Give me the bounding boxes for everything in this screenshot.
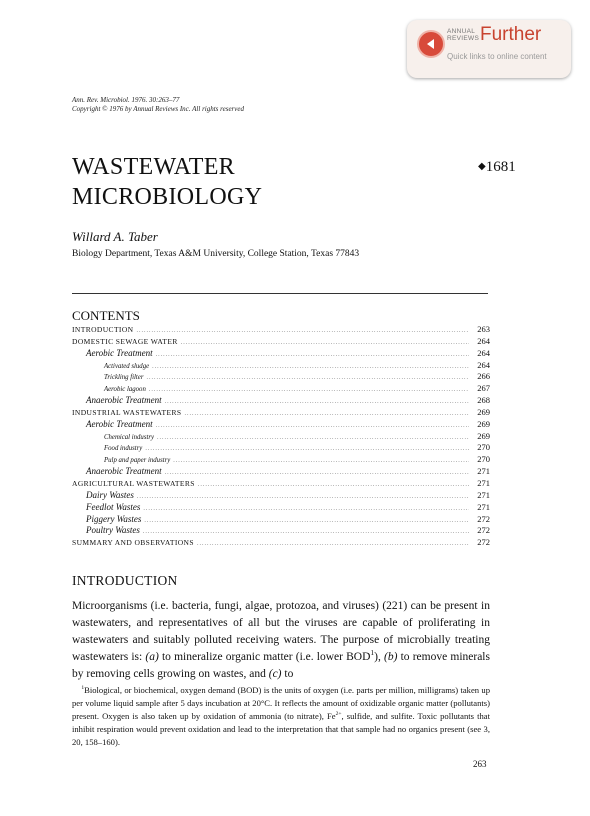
toc-entry-label: Food industry [104,445,143,453]
article-title: WASTEWATER MICROBIOLOGY [72,154,263,210]
toc-entry-page: 266 [477,371,490,382]
toc-entry[interactable] [72,490,490,502]
toc-entry-label: INTRODUCTION [72,325,134,334]
toc-entry-label: Feedlot Wastes [86,501,141,512]
toc-entry-page: 268 [477,395,490,406]
toc-entry-label: Trickling filter [104,374,144,382]
toc-entry-label: DOMESTIC SEWAGE WATER [72,336,178,346]
footnote-ref[interactable]: 1 [370,648,375,658]
toc-entry-page: 270 [477,442,490,453]
journal-citation: Ann. Rev. Microbiol. 1976. 30:263–77 [72,96,180,104]
toc-entry-page: 272 [477,537,490,548]
toc-entry-label: Aerobic Treatment [86,418,153,429]
toc-entry[interactable] [72,395,490,407]
footnote: $^1$Biological, or biochemical, oxygen demand (BOD) is the units of oxygen (i.e. parts per million, milligrams) taken up per volume liquid sample after 5 days incubation at 20°C. It reflects the amount of oxidizable organic matter (pollutants) present. Oxygen is also taken up by oxidation of ammonia (to nitrate), $Fe^{2+}$, sulfide, and sulfite. Toxic pollutants that inhibit respiration would prevent oxidation and lead to the interpretation that that sample had no organics present (see 3, 20, 158–160). [72,685,490,747]
toc-entry-page: 264 [477,335,490,346]
toc-entry-page: 267 [477,383,490,394]
toc-entry[interactable] [72,537,490,549]
contents-heading: CONTENTS [72,308,140,323]
toc-entry-page: 264 [477,347,490,358]
toc-entry-label: Activated sludge [104,362,150,370]
toc-entry-page: 271 [477,501,490,512]
toc-entry[interactable] [72,478,490,490]
diamond-icon: ◆ [478,161,486,172]
toc-entry-label: Aerobic Treatment [86,347,153,358]
toc-entry[interactable] [72,383,490,395]
toc-entry[interactable] [72,454,490,466]
toc-entry[interactable] [72,502,490,514]
toc-entry[interactable] [72,525,490,537]
toc-entry-page: 269 [477,430,490,441]
section-heading: INTRODUCTION [72,573,178,588]
toc-entry-label: AGRICULTURAL WASTEWATERS [72,478,195,488]
table-of-contents [72,324,490,549]
toc-entry-label: Anaerobic Treatment [86,466,162,477]
toc-entry-page: 264 [477,359,490,370]
toc-entry[interactable] [72,360,490,372]
annual-reviews-logo-icon [417,30,445,58]
badge-publisher: ANNUAL REVIEWS [447,28,480,42]
toc-entry-page: 269 [477,418,490,429]
toc-entry[interactable] [72,431,490,443]
toc-entry-label: Chemical industry [104,433,155,441]
toc-entry-label: Anaerobic Treatment [86,395,162,406]
toc-entry-label: INDUSTRIAL WASTEWATERS [72,407,182,417]
toc-entry-page: 271 [477,466,490,477]
toc-entry-label: Pulp and paper industry [104,457,171,465]
toc-entry-label: SUMMARY AND OBSERVATIONS [72,538,194,548]
toc-entry[interactable] [72,324,490,336]
author-affiliation: Biology Department, Texas A&M University, College Station, Texas 77843 [72,249,360,259]
intro-paragraph: Microorganisms (i.e. bacteria, fungi, algae, protozoa, and viruses) (221) can be present in wastewaters, and representatives of all but the viruses are capable of proliferating in wastewaters and suitably polluted receiving waters. The purpose of microbially treating wastewaters is: (a) to mineralize organic matter (i.e. lower BOD$^1$), (b) to remove minerals by removing cells growing on wastes, and (c) to [72,600,490,680]
toc-entry-label: Poultry Wastes [86,525,140,536]
toc-entry-page: 272 [477,525,490,536]
toc-entry[interactable] [72,419,490,431]
further-badge[interactable] [407,20,571,78]
toc-entry[interactable] [72,442,490,454]
toc-entry-page: 270 [477,454,490,465]
divider [72,293,488,294]
toc-entry-page: 263 [477,324,490,334]
toc-leader-dots [197,539,469,551]
toc-entry-page: 272 [477,513,490,524]
toc-entry-label: Dairy Wastes [86,489,134,500]
author-name: Willard A. Taber [72,229,158,244]
toc-entry[interactable] [72,336,490,348]
badge-further-word: Further [480,24,542,45]
toc-entry-label: Piggery Wastes [86,513,142,524]
toc-entry-label: Aerobic lagoon [104,386,146,394]
toc-entry-page: 271 [477,489,490,500]
toc-entry[interactable] [72,348,490,360]
toc-entry[interactable] [72,466,490,478]
copyright-line: Copyright © 1976 by Annual Reviews Inc. All rights reserved [72,105,244,113]
toc-entry[interactable] [72,407,490,419]
toc-entry-page: 269 [477,406,490,417]
toc-entry-page: 271 [477,477,490,488]
toc-entry[interactable] [72,371,490,383]
toc-entry[interactable] [72,514,490,526]
article-code: ◆1681 [478,159,516,175]
badge-tagline: Quick links to online content [447,52,547,61]
page-number: 263 [473,759,487,769]
